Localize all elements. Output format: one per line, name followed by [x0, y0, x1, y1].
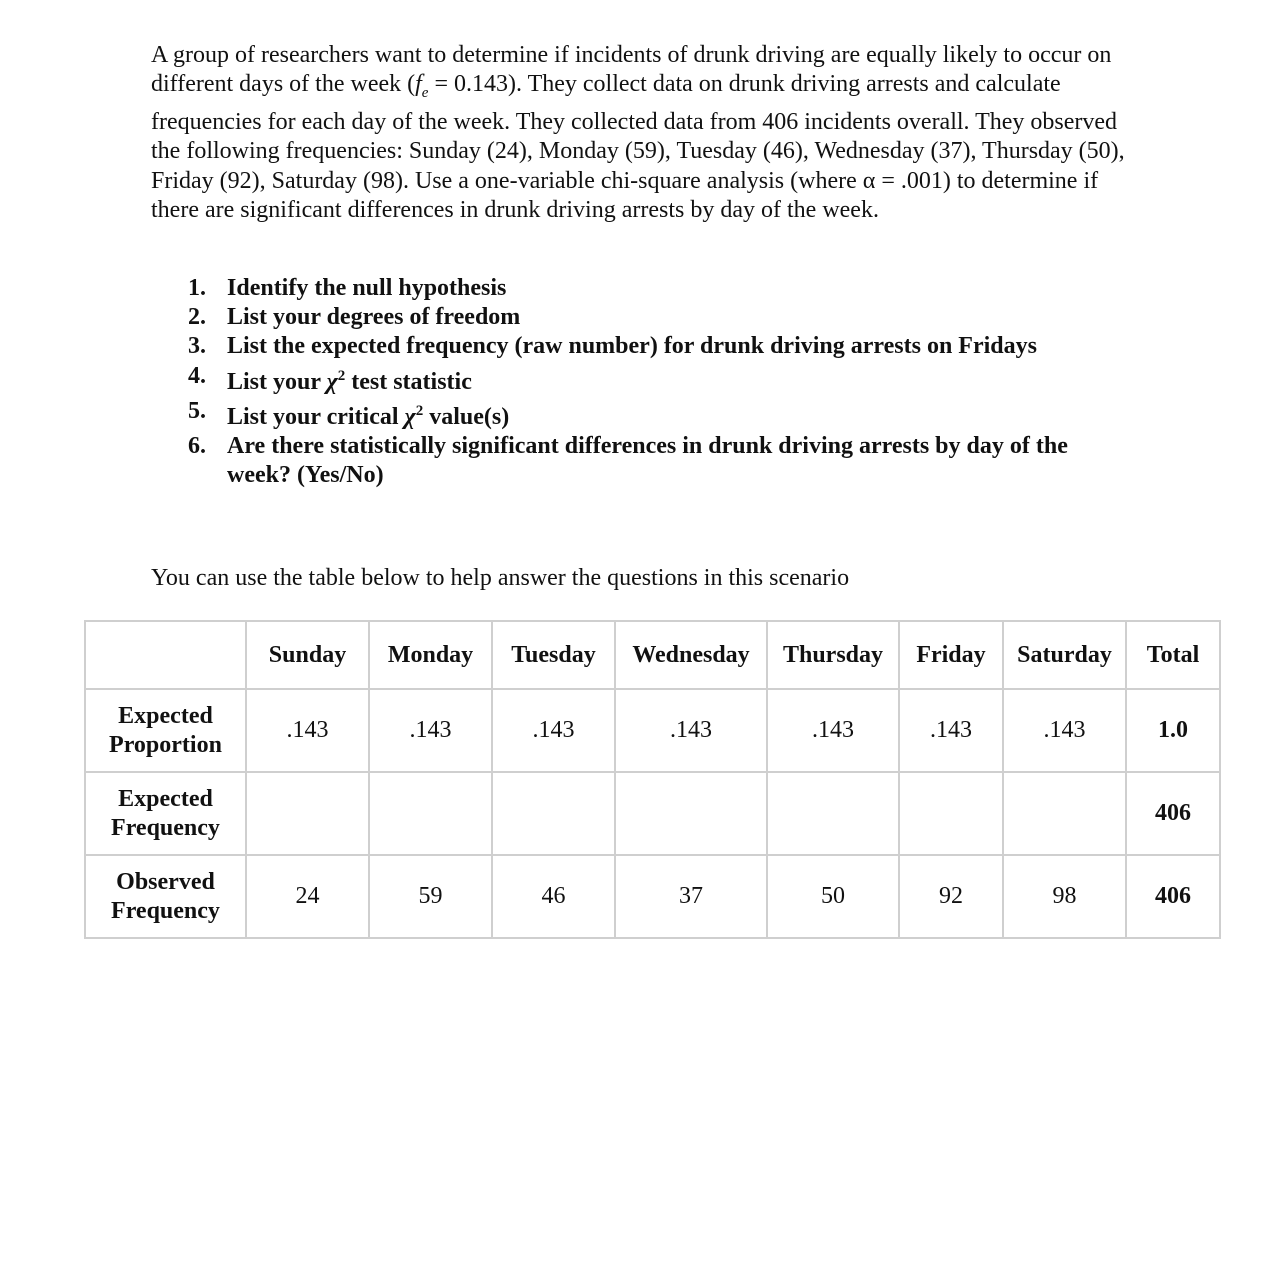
- row-label: [85, 855, 246, 938]
- question-text: [227, 397, 1128, 432]
- question-number: 4.: [188, 362, 206, 389]
- question-number: 2.: [188, 304, 206, 331]
- question-item: [188, 397, 1128, 432]
- table-cell: 59: [369, 855, 492, 938]
- corner-cell: [85, 621, 246, 689]
- row-label-line1: Observed: [116, 868, 215, 895]
- table-cell: .143: [492, 689, 615, 772]
- question-text-post: test statistic: [345, 368, 472, 395]
- table-cell: .143: [369, 689, 492, 772]
- total-cell: 406: [1126, 855, 1220, 938]
- question-text-pre: List your critical: [227, 403, 405, 430]
- total-cell: 1.0: [1126, 689, 1220, 772]
- fe-symbol: f: [415, 71, 422, 98]
- table-cell: .143: [767, 689, 899, 772]
- total-cell: 406: [1126, 772, 1220, 855]
- question-item: [188, 432, 1128, 490]
- table-cell-empty: [1003, 772, 1126, 855]
- header-thursday: Thursday: [767, 621, 899, 689]
- problem-text-part1: A group of researchers want to determine if incidents of drunk driving are equally likely to occur on different days of the week (: [151, 42, 1112, 98]
- header-saturday: Saturday: [1003, 621, 1126, 689]
- table-cell-empty: [899, 772, 1003, 855]
- question-item: [188, 303, 1128, 332]
- question-text-post: value(s): [423, 403, 510, 430]
- header-wednesday: Wednesday: [615, 621, 767, 689]
- question-number: 1.: [188, 275, 206, 301]
- table-cell: 50: [767, 855, 899, 938]
- table-cell: 92: [899, 855, 1003, 938]
- problem-text-part2: = 0.143). They collect data on drunk driving arrests and calculate frequencies for each day of the week. They collected data from 406 incidents overall. They observed the following frequencies: Sunday (24), Monday (59), Tuesday (46), Wednesday (37), Thursday (50), Friday (92), Saturday (98). Use a one-variable chi-square analysis (where α = .001) to determine if there are significant differences in drunk driving arrests by day of the week.: [151, 71, 1125, 223]
- question-number: 5.: [188, 397, 206, 424]
- table-cell: .143: [615, 689, 767, 772]
- table-cell-empty: [492, 772, 615, 855]
- question-item: [188, 362, 1128, 397]
- question-number: 6.: [188, 433, 206, 460]
- table-cell: .143: [899, 689, 1003, 772]
- row-label-line2: Frequency: [111, 814, 220, 841]
- row-label: [85, 772, 246, 855]
- frequency-table: [84, 620, 1221, 939]
- table-cell: .143: [1003, 689, 1126, 772]
- row-label-line1: Expected: [118, 785, 213, 812]
- table-cell-empty: [369, 772, 492, 855]
- table-header-row: [85, 621, 1220, 689]
- table-cell: 98: [1003, 855, 1126, 938]
- table-cell-empty: [246, 772, 369, 855]
- header-friday: Friday: [899, 621, 1003, 689]
- table-hint: You can use the table below to help answer the questions in this scenario: [151, 565, 850, 591]
- table-cell: .143: [246, 689, 369, 772]
- row-observed-frequency: [85, 855, 1220, 938]
- question-item: [188, 274, 1128, 303]
- problem-statement: [151, 41, 1141, 225]
- question-text-pre: List your: [227, 368, 327, 395]
- row-label-line1: Expected: [118, 702, 213, 729]
- row-expected-frequency: [85, 772, 1220, 855]
- table-cell-empty: [767, 772, 899, 855]
- header-total: Total: [1126, 621, 1220, 689]
- header-tuesday: Tuesday: [492, 621, 615, 689]
- chi-symbol: χ: [326, 368, 338, 395]
- question-text: [227, 362, 1128, 397]
- table-cell: 37: [615, 855, 767, 938]
- chi-superscript: 2: [337, 367, 346, 384]
- row-label: [85, 689, 246, 772]
- chi-symbol: χ: [404, 403, 416, 430]
- row-label-line2: Proportion: [109, 731, 222, 758]
- question-text: List the expected frequency (raw number) for drunk driving arrests on Fridays: [227, 333, 1037, 360]
- question-text: List your degrees of freedom: [227, 304, 521, 331]
- question-number: 3.: [188, 333, 206, 360]
- table-cell: 24: [246, 855, 369, 938]
- chi-superscript: 2: [415, 402, 424, 419]
- table-cell-empty: [615, 772, 767, 855]
- header-monday: Monday: [369, 621, 492, 689]
- table-cell: 46: [492, 855, 615, 938]
- row-label-line2: Frequency: [111, 897, 220, 924]
- row-expected-proportion: [85, 689, 1220, 772]
- fe-subscript: e: [421, 85, 429, 101]
- header-sunday: Sunday: [246, 621, 369, 689]
- question-item: [188, 332, 1128, 361]
- question-list: [188, 274, 1128, 490]
- question-text: Identify the null hypothesis: [227, 275, 507, 301]
- question-text: Are there statistically significant differences in drunk driving arrests by day of the week? (Yes/No): [227, 433, 1068, 489]
